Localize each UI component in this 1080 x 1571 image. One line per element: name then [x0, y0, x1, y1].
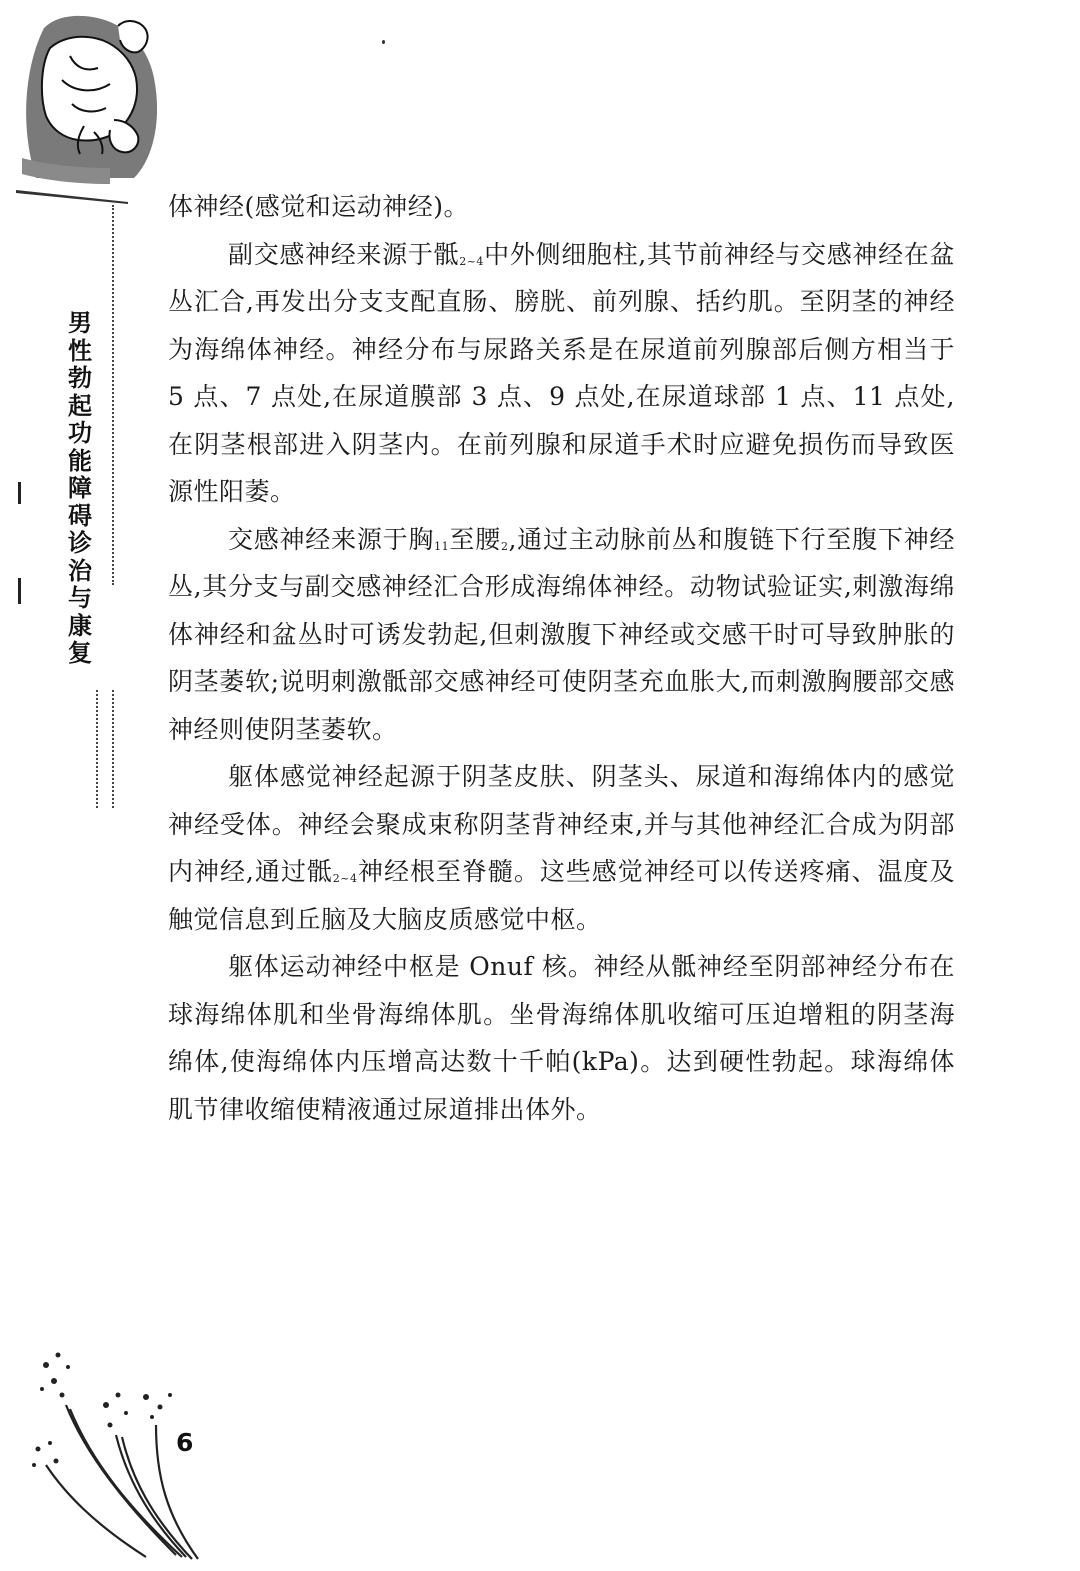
- paragraph: [168, 753, 955, 943]
- text-run: 副交感神经来源于骶: [228, 239, 460, 269]
- text-run: 至腰: [449, 524, 501, 554]
- bodybuilder-illustration-icon: [14, 8, 164, 198]
- side-title-char: 与: [68, 584, 92, 612]
- side-title-char: 性: [68, 336, 92, 365]
- subscript: 2: [500, 539, 509, 553]
- side-title-char: 男: [68, 309, 92, 337]
- paragraph: [168, 516, 955, 754]
- text-run: 体神经(感觉和运动神经)。: [168, 192, 470, 221]
- side-title-char: 功: [68, 419, 92, 447]
- edge-tick: [18, 578, 21, 604]
- text-run: 中外侧细胞柱,其节前神经与交感神经在盆丛汇合,再发出分支支配直肠、膀胱、前列腺、括约肌。至阴茎的神经为海绵体神经。神经分布与尿路关系是在尿道前列腺部后侧方相当于 5 点、7 点处,在尿道膜部 3 点、9 点处,在尿道球部 1 点、11 点处,在阴茎根部进入阴茎内。在前列腺和尿道手术时应避免损伤而导致医源性阳萎。: [168, 239, 955, 506]
- side-title-char: 复: [68, 639, 92, 667]
- side-title-char: 碍: [68, 501, 92, 530]
- margin-dotted-rule: [112, 690, 114, 808]
- page-number: 6: [176, 1428, 194, 1457]
- margin-dotted-rule: [96, 690, 98, 808]
- side-title-char: 康: [68, 611, 92, 640]
- side-title-char: 能: [68, 446, 92, 475]
- subscript: 2~4: [332, 872, 358, 885]
- paragraph: [168, 231, 955, 516]
- margin-dotted-rule: [112, 205, 114, 585]
- text-run: 神经根至脊髓。这些感觉神经可以传送疼痛、温度及触觉信息到丘脑及大脑皮质感觉中枢。: [168, 857, 955, 934]
- side-title-char: 治: [68, 556, 92, 585]
- text-run: ,通过主动脉前丛和腹链下行至腹下神经丛,其分支与副交感神经汇合形成海绵体神经。动物试验证实,刺激海绵体神经和盆丛时可诱发勃起,但刺激腹下神经或交感干时可导致肿胀的阴茎萎软;说明刺激骶部交感神经可使阴茎充血胀大,而刺激胸腰部交感神经则使阴茎萎软。: [168, 524, 955, 744]
- text-run: 交感神经来源于胸: [228, 524, 435, 554]
- edge-tick: [18, 482, 21, 504]
- print-speck: [382, 40, 385, 44]
- text-run: 躯体运动神经中枢是 Onuf 核。神经从骶神经至阴部神经分布在球海绵体肌和坐骨海绵体肌。坐骨海绵体肌收缩可压迫增粗的阴茎海绵体,使海绵体内压增高达数十千帕(kPa)。达到硬性勃起。球海绵体肌节律收缩使精液通过尿道排出体外。: [168, 952, 955, 1124]
- subscript: 11: [434, 539, 450, 553]
- running-book-title: [62, 310, 98, 668]
- text-run: 躯体感觉神经起源于阴茎皮肤、阴茎头、尿道和海绵体内的感觉神经受体。神经会聚成束称阴茎背神经束,并与其他神经汇合成为阴部内神经,通过骶: [168, 762, 955, 886]
- side-title-char: 障: [68, 474, 92, 502]
- side-title-char: 起: [68, 391, 92, 420]
- paragraph: [168, 183, 955, 231]
- paragraph: [168, 943, 955, 1133]
- subscript: 2~4: [459, 254, 484, 268]
- side-title-char: 诊: [68, 529, 92, 557]
- header-rule: [16, 188, 128, 204]
- body-text: [168, 183, 955, 1133]
- side-title-char: 勃: [68, 364, 92, 392]
